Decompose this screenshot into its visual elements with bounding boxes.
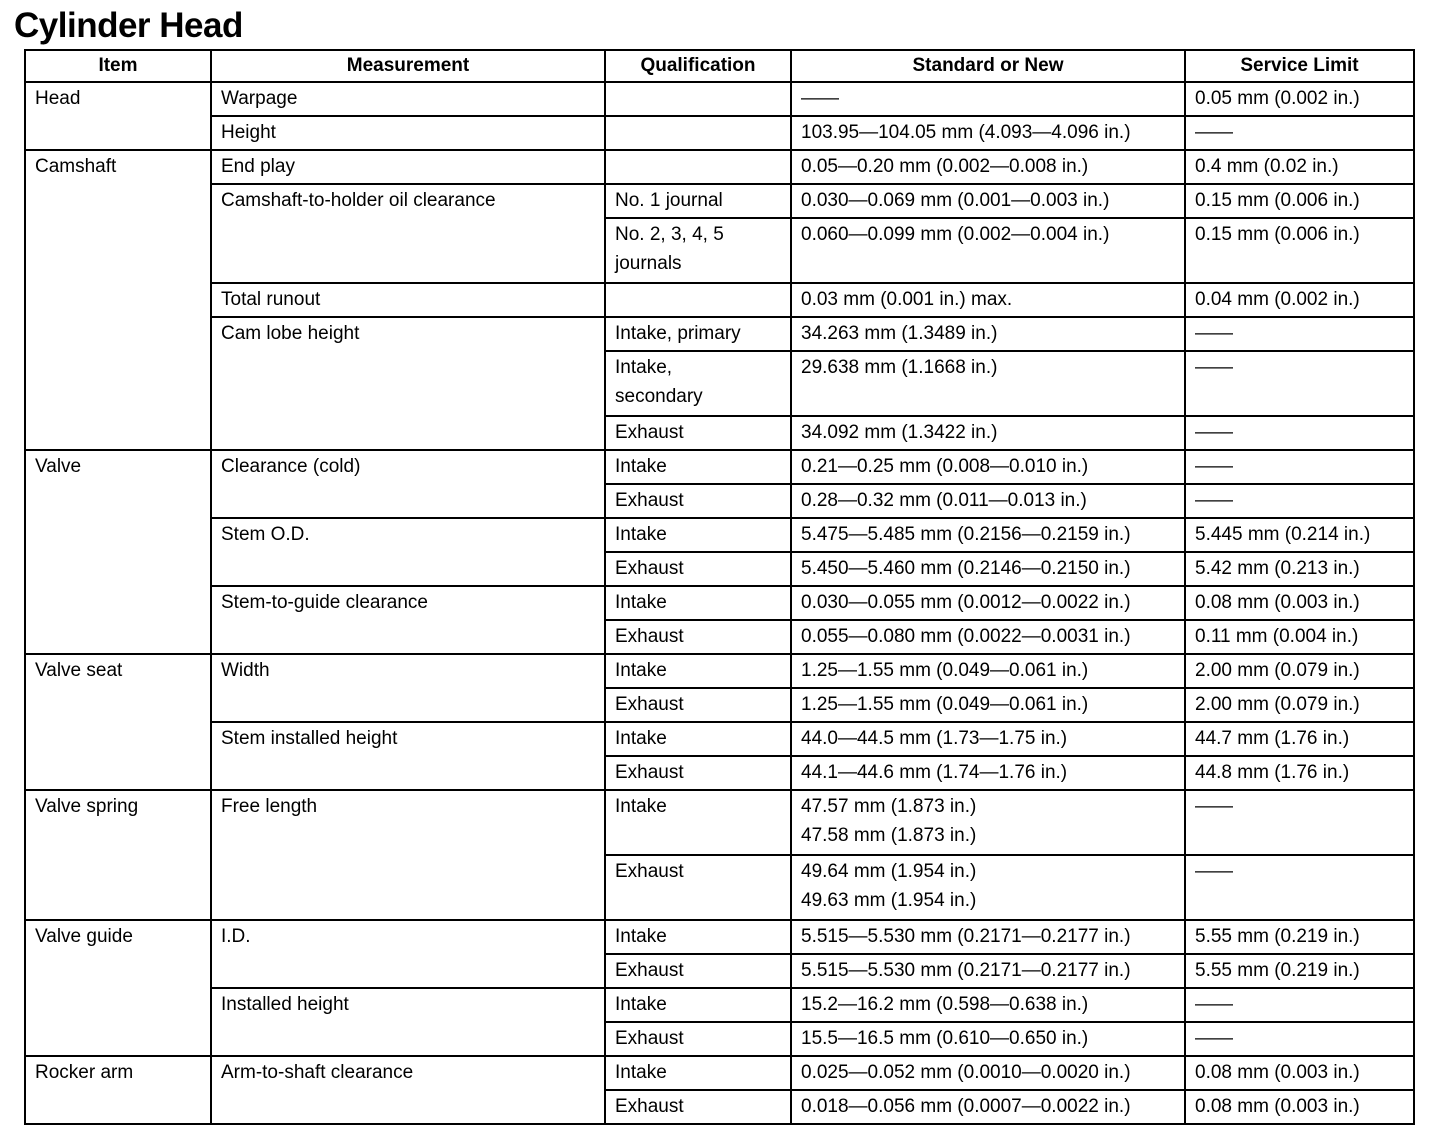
header-standard: Standard or New [791, 50, 1185, 82]
qualification-line: No. 2, 3, 4, 5 [615, 224, 724, 245]
standard-cell: 103.95—104.05 mm (4.093—4.096 in.) [791, 116, 1185, 150]
qualification-cell [605, 218, 791, 283]
spec-table [24, 49, 1415, 1125]
header-row [25, 50, 1414, 82]
limit-cell: 5.55 mm (0.219 in.) [1185, 920, 1414, 954]
qualification-line: Intake, [615, 357, 673, 378]
limit-cell: 44.8 mm (1.76 in.) [1185, 756, 1414, 790]
table-row [25, 116, 1414, 150]
measurement-cell: Cam lobe height [211, 317, 605, 450]
limit-cell: 44.7 mm (1.76 in.) [1185, 722, 1414, 756]
limit-cell: 2.00 mm (0.079 in.) [1185, 654, 1414, 688]
measurement-cell: End play [211, 150, 605, 184]
standard-line: 47.58 mm (1.873 in.) [801, 825, 977, 846]
table-row [25, 518, 1414, 552]
standard-cell: 0.21—0.25 mm (0.008—0.010 in.) [791, 450, 1185, 484]
limit-cell: 5.42 mm (0.213 in.) [1185, 552, 1414, 586]
table-row [25, 1056, 1414, 1090]
limit-cell: 5.445 mm (0.214 in.) [1185, 518, 1414, 552]
table-row [25, 150, 1414, 184]
limit-cell: —— [1185, 317, 1414, 351]
limit-cell: —— [1185, 1022, 1414, 1056]
table-row [25, 450, 1414, 484]
item-cell: Rocker arm [25, 1056, 211, 1124]
table-row [25, 654, 1414, 688]
standard-cell: 0.018—0.056 mm (0.0007—0.0022 in.) [791, 1090, 1185, 1124]
standard-cell [791, 855, 1185, 920]
measurement-cell: Stem installed height [211, 722, 605, 790]
standard-cell: 0.030—0.055 mm (0.0012—0.0022 in.) [791, 586, 1185, 620]
limit-cell: —— [1185, 855, 1414, 920]
table-row [25, 82, 1414, 116]
standard-cell: 29.638 mm (1.1668 in.) [791, 351, 1185, 416]
qualification-cell [605, 150, 791, 184]
qualification-cell [605, 283, 791, 317]
qualification-cell: Intake [605, 988, 791, 1022]
limit-cell: 0.05 mm (0.002 in.) [1185, 82, 1414, 116]
standard-cell: 44.1—44.6 mm (1.74—1.76 in.) [791, 756, 1185, 790]
qualification-cell: Exhaust [605, 688, 791, 722]
standard-cell: 0.030—0.069 mm (0.001—0.003 in.) [791, 184, 1185, 218]
qualification-cell: No. 1 journal [605, 184, 791, 218]
measurement-cell: Installed height [211, 988, 605, 1056]
measurement-cell: Clearance (cold) [211, 450, 605, 518]
table-row [25, 317, 1414, 351]
limit-cell: —— [1185, 416, 1414, 450]
qualification-cell: Intake, primary [605, 317, 791, 351]
standard-line: 49.64 mm (1.954 in.) [801, 861, 977, 882]
standard-cell: 15.2—16.2 mm (0.598—0.638 in.) [791, 988, 1185, 1022]
standard-cell: 0.060—0.099 mm (0.002—0.004 in.) [791, 218, 1185, 283]
item-cell: Valve seat [25, 654, 211, 790]
limit-cell: 5.55 mm (0.219 in.) [1185, 954, 1414, 988]
item-cell: Camshaft [25, 150, 211, 450]
limit-cell: —— [1185, 116, 1414, 150]
qualification-cell: Exhaust [605, 1022, 791, 1056]
item-cell: Head [25, 82, 211, 150]
measurement-cell: I.D. [211, 920, 605, 988]
limit-cell: —— [1185, 351, 1414, 416]
limit-cell: —— [1185, 450, 1414, 484]
qualification-line: secondary [615, 386, 703, 407]
measurement-cell: Height [211, 116, 605, 150]
header-measurement: Measurement [211, 50, 605, 82]
limit-cell: 2.00 mm (0.079 in.) [1185, 688, 1414, 722]
qualification-cell: Exhaust [605, 756, 791, 790]
limit-cell: —— [1185, 988, 1414, 1022]
measurement-cell: Arm-to-shaft clearance [211, 1056, 605, 1124]
qualification-cell [605, 351, 791, 416]
standard-cell: 0.05—0.20 mm (0.002—0.008 in.) [791, 150, 1185, 184]
measurement-cell: Camshaft-to-holder oil clearance [211, 184, 605, 283]
qualification-cell: Intake [605, 654, 791, 688]
standard-cell: —— [791, 82, 1185, 116]
table-row [25, 184, 1414, 218]
table-row [25, 283, 1414, 317]
qualification-cell: Exhaust [605, 855, 791, 920]
standard-cell: 34.092 mm (1.3422 in.) [791, 416, 1185, 450]
qualification-cell: Intake [605, 1056, 791, 1090]
standard-cell: 5.450—5.460 mm (0.2146—0.2150 in.) [791, 552, 1185, 586]
standard-cell: 0.025—0.052 mm (0.0010—0.0020 in.) [791, 1056, 1185, 1090]
limit-cell: 0.08 mm (0.003 in.) [1185, 586, 1414, 620]
measurement-cell: Total runout [211, 283, 605, 317]
standard-cell: 1.25—1.55 mm (0.049—0.061 in.) [791, 654, 1185, 688]
measurement-cell: Stem-to-guide clearance [211, 586, 605, 654]
limit-cell: 0.04 mm (0.002 in.) [1185, 283, 1414, 317]
limit-cell: 0.11 mm (0.004 in.) [1185, 620, 1414, 654]
standard-cell: 34.263 mm (1.3489 in.) [791, 317, 1185, 351]
qualification-cell: Intake [605, 722, 791, 756]
standard-cell [791, 790, 1185, 855]
qualification-cell: Exhaust [605, 954, 791, 988]
table-row [25, 722, 1414, 756]
measurement-cell: Stem O.D. [211, 518, 605, 586]
qualification-cell: Intake [605, 586, 791, 620]
limit-cell: —— [1185, 484, 1414, 518]
standard-line: 47.57 mm (1.873 in.) [801, 796, 977, 817]
qualification-cell: Exhaust [605, 620, 791, 654]
measurement-cell: Warpage [211, 82, 605, 116]
item-cell: Valve spring [25, 790, 211, 920]
table-row [25, 586, 1414, 620]
table-row [25, 790, 1414, 855]
header-item: Item [25, 50, 211, 82]
qualification-cell: Exhaust [605, 416, 791, 450]
header-qualification: Qualification [605, 50, 791, 82]
qualification-cell: Intake [605, 518, 791, 552]
measurement-cell: Free length [211, 790, 605, 920]
qualification-cell: Intake [605, 790, 791, 855]
limit-cell: 0.08 mm (0.003 in.) [1185, 1090, 1414, 1124]
qualification-cell: Intake [605, 920, 791, 954]
limit-cell: 0.15 mm (0.006 in.) [1185, 218, 1414, 283]
standard-cell: 44.0—44.5 mm (1.73—1.75 in.) [791, 722, 1185, 756]
standard-line: 49.63 mm (1.954 in.) [801, 890, 977, 911]
table-row [25, 920, 1414, 954]
qualification-cell [605, 116, 791, 150]
limit-cell: 0.08 mm (0.003 in.) [1185, 1056, 1414, 1090]
qualification-cell [605, 82, 791, 116]
standard-cell: 5.515—5.530 mm (0.2171—0.2177 in.) [791, 920, 1185, 954]
standard-cell: 15.5—16.5 mm (0.610—0.650 in.) [791, 1022, 1185, 1056]
measurement-cell: Width [211, 654, 605, 722]
limit-cell: 0.15 mm (0.006 in.) [1185, 184, 1414, 218]
qualification-cell: Intake [605, 450, 791, 484]
qualification-cell: Exhaust [605, 1090, 791, 1124]
limit-cell: —— [1185, 790, 1414, 855]
qualification-cell: Exhaust [605, 484, 791, 518]
standard-cell: 1.25—1.55 mm (0.049—0.061 in.) [791, 688, 1185, 722]
qualification-line: journals [615, 253, 682, 274]
standard-cell: 0.03 mm (0.001 in.) max. [791, 283, 1185, 317]
standard-cell: 5.475—5.485 mm (0.2156—0.2159 in.) [791, 518, 1185, 552]
page-title: Cylinder Head [14, 6, 243, 45]
header-service-limit: Service Limit [1185, 50, 1414, 82]
table-row [25, 988, 1414, 1022]
item-cell: Valve guide [25, 920, 211, 1056]
standard-cell: 5.515—5.530 mm (0.2171—0.2177 in.) [791, 954, 1185, 988]
standard-cell: 0.28—0.32 mm (0.011—0.013 in.) [791, 484, 1185, 518]
item-cell: Valve [25, 450, 211, 654]
standard-cell: 0.055—0.080 mm (0.0022—0.0031 in.) [791, 620, 1185, 654]
limit-cell: 0.4 mm (0.02 in.) [1185, 150, 1414, 184]
qualification-cell: Exhaust [605, 552, 791, 586]
